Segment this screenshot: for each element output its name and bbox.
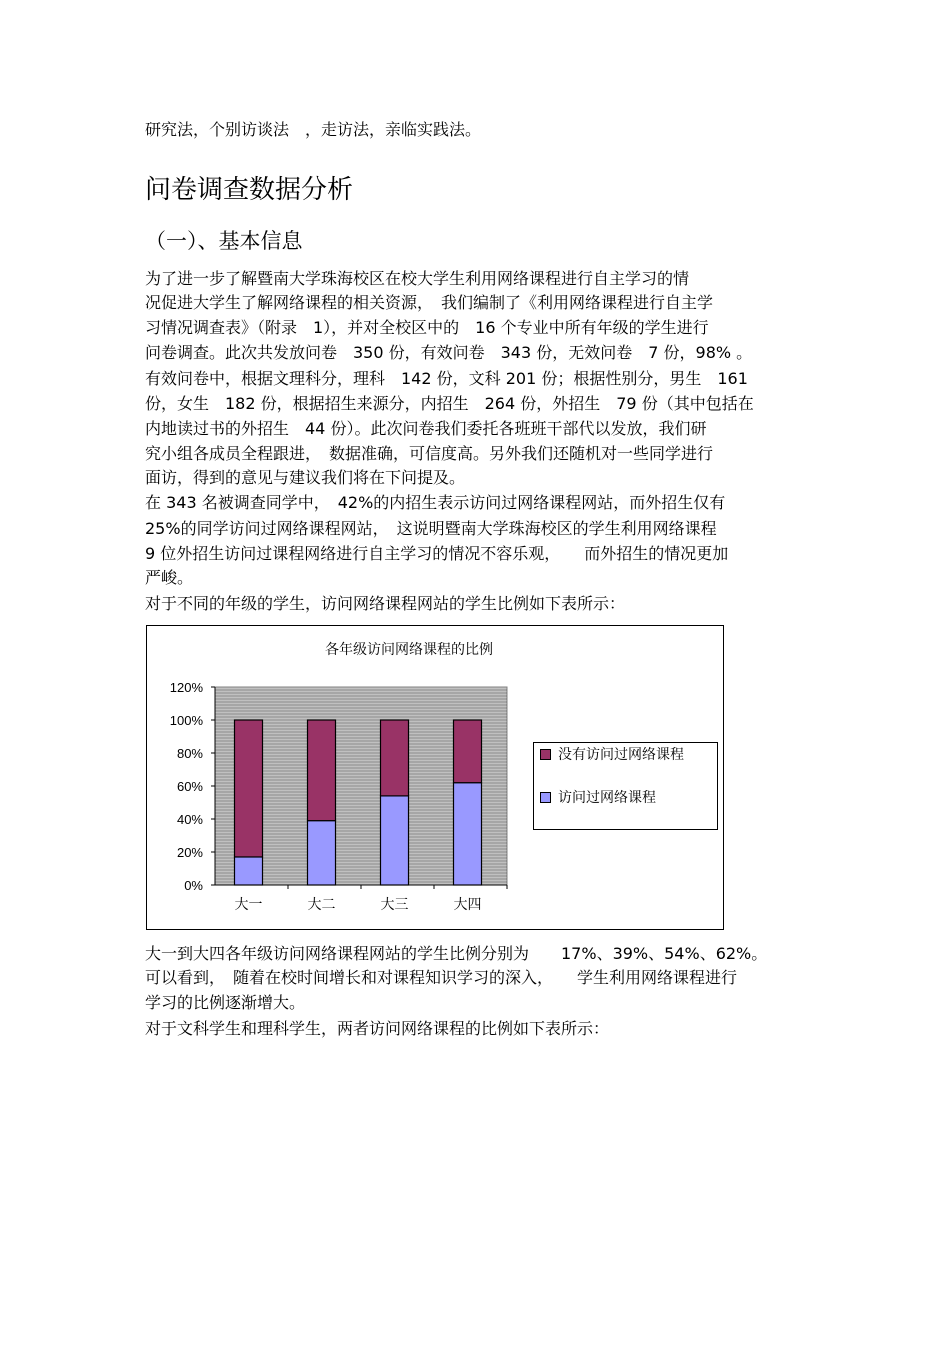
legend-label: 访问过网络课程 [558, 790, 656, 806]
text-line: 大一到大四各年级访问网络课程网站的学生比例分别为 17%、39%、54%、62%。 [145, 944, 768, 963]
x-tick-label: 大一 [234, 897, 263, 913]
y-tick-label: 40% [176, 812, 203, 827]
text-line: 有效问卷中，根据文理科分，理科 142 份，文科 201 份；根据性别分，男生 161 [145, 369, 748, 388]
top-line: 研究法，个别访谈法 ，走访法，亲临实践法。 [145, 120, 482, 139]
y-tick-label: 0% [184, 878, 203, 893]
text-line: 问卷调查。此次共发放问卷 350 份，有效问卷 343 份，无效问卷 7 份，98% 。 [145, 343, 753, 362]
chart-title: 各年级访问网络课程的比例 [325, 642, 493, 658]
y-tick-label: 80% [176, 746, 203, 761]
bar-segment [308, 720, 336, 821]
bar-segment [454, 783, 482, 885]
legend-swatch [540, 749, 551, 760]
y-tick-label: 100% [169, 713, 203, 728]
section-heading: 问卷调查数据分析 [145, 175, 354, 205]
bar-segment [381, 796, 409, 885]
y-tick-label: 60% [176, 779, 203, 794]
text-line: 可以看到， 随着在校时间增长和对课程知识学习的深入， 学生利用网络课程进行 [145, 968, 738, 987]
x-tick-label: 大四 [453, 897, 482, 913]
legend-swatch [540, 792, 551, 803]
text-line: 况促进大学生了解网络课程的相关资源， 我们编制了《利用网络课程进行自主学 [145, 293, 714, 312]
bar-segment [235, 720, 263, 857]
comparison-intro: 对于文科学生和理科学生，两者访问网络课程的比例如下表所示： [145, 1019, 610, 1038]
chart-intro: 对于不同的年级的学生，访问网络课程网站的学生比例如下表所示： [145, 594, 626, 613]
text-line: 习情况调查表》（附录 1），并对全校区中的 16 个专业中所有年级的学生进行 [145, 318, 709, 337]
y-tick-label: 120% [169, 680, 203, 695]
text-line: 究小组各成员全程跟进， 数据准确，可信度高。另外我们还随机对一些同学进行 [145, 444, 714, 463]
text-line: 面访，得到的意见与建议我们将在下问提及。 [145, 468, 466, 487]
text-line: 学习的比例逐渐增大。 [145, 993, 306, 1012]
x-tick-label: 大三 [380, 897, 409, 913]
text-line: 内地读过书的外招生 44 份）。此次问卷我们委托各班班干部代以发放，我们研 [145, 419, 707, 438]
subsection-heading: （一）、基本信息 [145, 229, 303, 253]
bar-segment [454, 720, 482, 783]
chart-legend [533, 742, 718, 830]
text-line: 份，女生 182 份，根据招生来源分，内招生 264 份，外招生 79 份（其中包括在 [145, 394, 754, 413]
text-line: 25%的同学访问过网络课程网站， 这说明暨南大学珠海校区的学生利用网络课程 [145, 519, 717, 538]
text-line: 严峻。 [145, 568, 194, 587]
bar-segment [381, 720, 409, 796]
bar-segment [308, 821, 336, 885]
legend-label: 没有访问过网络课程 [558, 747, 684, 763]
bar-segment [235, 857, 263, 885]
y-tick-label: 20% [176, 845, 203, 860]
x-tick-label: 大二 [307, 897, 336, 913]
text-line: 9 位外招生访问过课程网络进行自主学习的情况不容乐观， 而外招生的情况更加 [145, 544, 729, 563]
text-line: 在 343 名被调查同学中， 42%的内招生表示访问过网络课程网站，而外招生仅有 [145, 493, 726, 512]
text-line: 为了进一步了解暨南大学珠海校区在校大学生利用网络课程进行自主学习的情 [145, 269, 690, 288]
